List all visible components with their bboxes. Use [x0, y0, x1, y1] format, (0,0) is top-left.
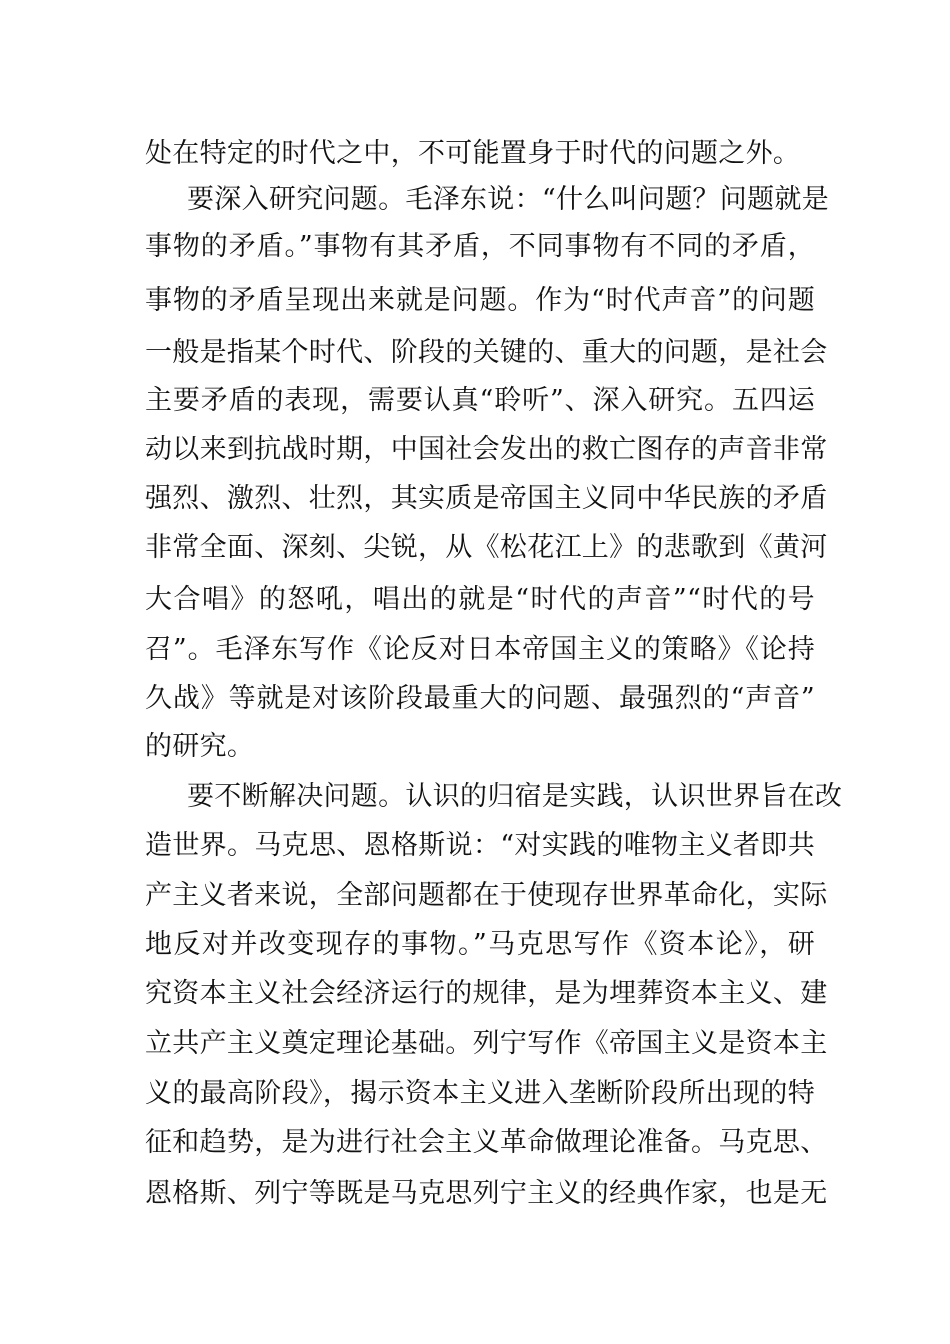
text-line: 事物的矛盾。”事物有其矛盾，不同事物有不同的矛盾，: [145, 231, 815, 262]
text-line: 造世界。马克思、恩格斯说：“对实践的唯物主义者即共: [145, 830, 815, 861]
text-line: 义的最高阶段》，揭示资本主义进入垄断阶段所出现的特: [145, 1078, 815, 1109]
paragraph-last-line: 的研究。: [145, 731, 255, 762]
paragraph-first-line: 要不断解决问题。认识的归宿是实践，认识世界旨在改: [187, 781, 843, 812]
text-line: 强烈、激烈、壮烈，其实质是帝国主义同中华民族的矛盾: [145, 483, 828, 514]
text-line: 主要矛盾的表现，需要认真“聆听”、深入研究。五四运: [145, 385, 815, 416]
text-line: 事物的矛盾呈现出来就是问题。作为“时代声音”的问题: [145, 285, 815, 316]
text-line: 召”。毛泽东写作《论反对日本帝国主义的策略》《论持: [145, 634, 815, 665]
text-line: 立共产主义奠定理论基础。列宁写作《帝国主义是资本主: [145, 1028, 828, 1059]
text-line: 非常全面、深刻、尖锐，从《松花江上》的悲歌到《黄河: [145, 532, 828, 563]
text-line: 大合唱》的怒吼，唱出的就是“时代的声音”“时代的号: [145, 584, 815, 615]
text-line: 恩格斯、列宁等既是马克思列宁主义的经典作家，也是无: [145, 1178, 828, 1209]
text-line: 究资本主义社会经济运行的规律，是为埋葬资本主义、建: [145, 978, 828, 1009]
text-line: 一般是指某个时代、阶段的关键的、重大的问题，是社会: [145, 337, 828, 368]
text-line: 产主义者来说，全部问题都在于使现存世界革命化，实际: [145, 880, 828, 911]
paragraph-first-line: 要深入研究问题。毛泽东说：“什么叫问题？问题就是: [187, 184, 830, 215]
text-line: 征和趋势，是为进行社会主义革命做理论准备。马克思、: [145, 1127, 828, 1158]
text-line: 动以来到抗战时期，中国社会发出的救亡图存的声音非常: [145, 434, 828, 465]
text-line: 处在特定的时代之中，不可能置身于时代的问题之外。: [145, 138, 801, 169]
text-line: 久战》等就是对该阶段最重大的问题、最强烈的“声音”: [145, 683, 815, 714]
text-line: 地反对并改变现存的事物。”马克思写作《资本论》，研: [145, 929, 815, 960]
